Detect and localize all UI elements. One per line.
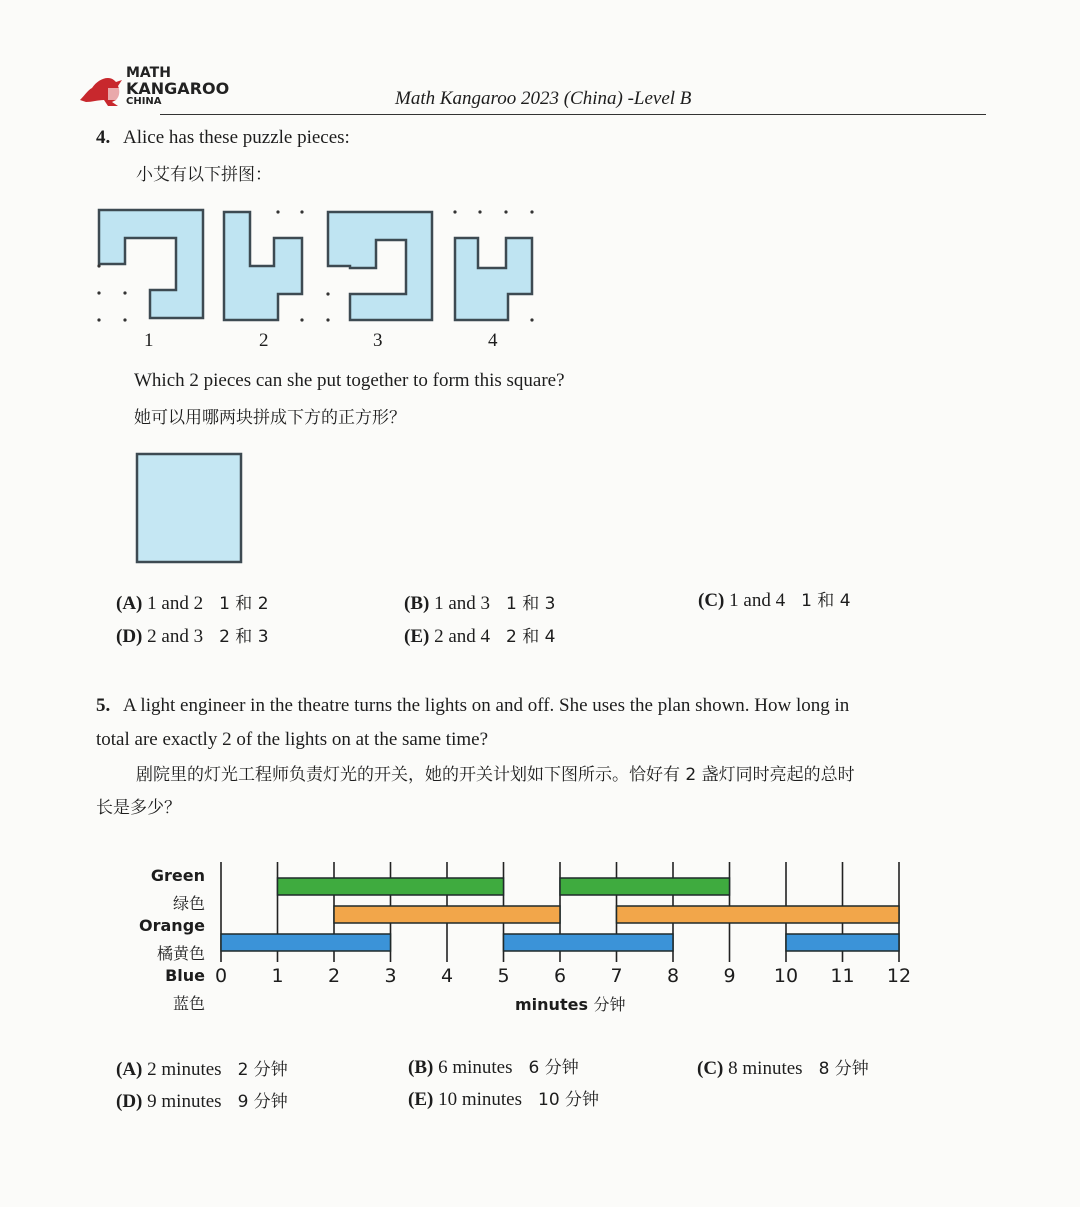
q5-option-a[interactable] [116,1055,288,1081]
option-letter: (A) [116,1059,143,1080]
option-text-en: 1 and 3 [434,593,491,614]
header-rule [160,114,986,115]
puzzle-piece-2 [224,212,302,320]
series-label-blue: Blue [165,966,205,985]
q5-stem-en-1-text: A light engineer in the theatre turns the lights on and off. She uses the plan shown. How long in [123,695,850,716]
tick-label-5: 5 [497,965,510,987]
puzzle-pieces [90,200,550,330]
logo-line-1: MATH [126,65,171,81]
bar-blue-3 [786,934,899,951]
kangaroo-icon [78,70,128,108]
option-text-zh: 9 分钟 [237,1092,288,1112]
tick-label-4: 4 [440,965,454,987]
option-text-en: 1 and 4 [729,590,786,611]
option-text-zh: 1 和 4 [801,591,851,611]
piece-label-2: 2 [259,330,269,351]
q5-stem-en-1 [96,695,986,717]
tick-label-3: 3 [384,965,397,987]
option-letter: (E) [408,1089,434,1110]
piece-label-4: 4 [488,330,498,351]
q5-option-b[interactable] [408,1053,579,1079]
option-letter: (C) [697,1058,724,1079]
option-text-en: 1 and 2 [147,593,204,614]
series-label-orange: Orange [139,916,205,935]
q5-number: 5. [96,695,111,716]
bar-green-1 [278,878,504,895]
q4-option-d[interactable] [116,622,269,648]
q4-stem-en-text: Alice has these puzzle pieces: [123,127,350,148]
puzzle-piece-4 [455,238,532,320]
axis-title [515,992,626,1015]
option-text-zh: 6 分钟 [528,1058,579,1078]
tick-label-0: 0 [214,965,228,987]
option-text-zh: 1 和 3 [506,594,556,614]
option-text-en: 10 minutes [438,1089,522,1110]
tick-label-6: 6 [553,965,567,987]
option-letter: (D) [116,1091,143,1112]
option-text-en: 2 minutes [147,1059,222,1080]
bar-blue-1 [221,934,391,951]
axis-title-zh: 分钟 [593,995,626,1014]
q5-option-e[interactable] [408,1085,599,1111]
series-label-blue-zh: 蓝色 [172,994,205,1013]
q5-stem-en-2: total are exactly 2 of the lights on at the same time? [96,729,489,750]
series-label-orange-zh: 橘黄色 [156,944,205,963]
series-label-green-zh: 绿色 [172,894,205,913]
tick-label-7: 7 [610,965,623,987]
option-letter: (D) [116,626,143,647]
option-text-en: 9 minutes [147,1091,222,1112]
tick-label-10: 10 [773,965,799,987]
option-text-zh: 2 分钟 [237,1060,288,1080]
option-letter: (E) [404,626,430,647]
q4-option-e[interactable] [404,622,555,648]
tick-label-2: 2 [327,965,341,987]
q4-stem-en [96,127,350,149]
axis-title-en: minutes [515,995,588,1014]
math-kangaroo-logo [78,66,228,112]
bar-green-2 [560,878,730,895]
puzzle-piece-3 [328,212,432,320]
q4-option-a[interactable] [116,589,269,615]
option-text-zh: 2 和 4 [506,627,556,647]
logo-line-3: CHINA [126,96,162,107]
bar-orange-1 [334,906,560,923]
option-text-en: 2 and 3 [147,626,204,647]
tick-label-9: 9 [723,965,736,987]
tick-label-12: 12 [886,965,912,987]
option-letter: (B) [408,1057,434,1078]
q5-option-d[interactable] [116,1087,288,1113]
tick-label-1: 1 [271,965,284,987]
option-text-zh: 2 和 3 [219,627,269,647]
q4-option-b[interactable] [404,589,555,615]
option-letter: (C) [698,590,725,611]
option-text-zh: 10 分钟 [538,1090,600,1110]
q4-question-zh: 她可以用哪两块拼成下方的正方形？ [134,408,406,428]
option-text-zh: 8 分钟 [818,1059,869,1079]
piece-label-3: 3 [373,330,383,351]
tick-label-8: 8 [666,965,680,987]
q5-stem-zh-1: 剧院里的灯光工程师负责灯光的开关，她的开关计划如下图所示。恰好有 2 盏灯同时亮起的总时 [136,765,855,785]
series-label-green: Green [150,866,205,885]
option-text-en: 6 minutes [438,1057,513,1078]
q4-option-c[interactable] [698,586,851,612]
q4-stem-zh: 小艾有以下拼图： [136,165,272,185]
option-text-zh: 1 和 2 [219,594,269,614]
logo-line-2: KANGAROO [126,79,230,98]
option-text-en: 2 and 4 [434,626,491,647]
q4-question-en: Which 2 pieces can she put together to form this square? [134,370,565,391]
q4-number: 4. [96,127,111,148]
q5-stem-zh-2: 长是多少？ [96,798,181,818]
q5-option-c[interactable] [697,1054,869,1080]
header-title: Math Kangaroo 2023 (China) -Level B [395,88,692,109]
bar-orange-2 [617,906,900,923]
piece-label-1: 1 [144,330,154,351]
bar-blue-2 [504,934,674,951]
option-letter: (A) [116,593,143,614]
target-square [135,452,245,566]
puzzle-piece-1 [99,210,203,318]
option-letter: (B) [404,593,430,614]
tick-label-11: 11 [830,965,855,987]
option-text-en: 8 minutes [728,1058,803,1079]
